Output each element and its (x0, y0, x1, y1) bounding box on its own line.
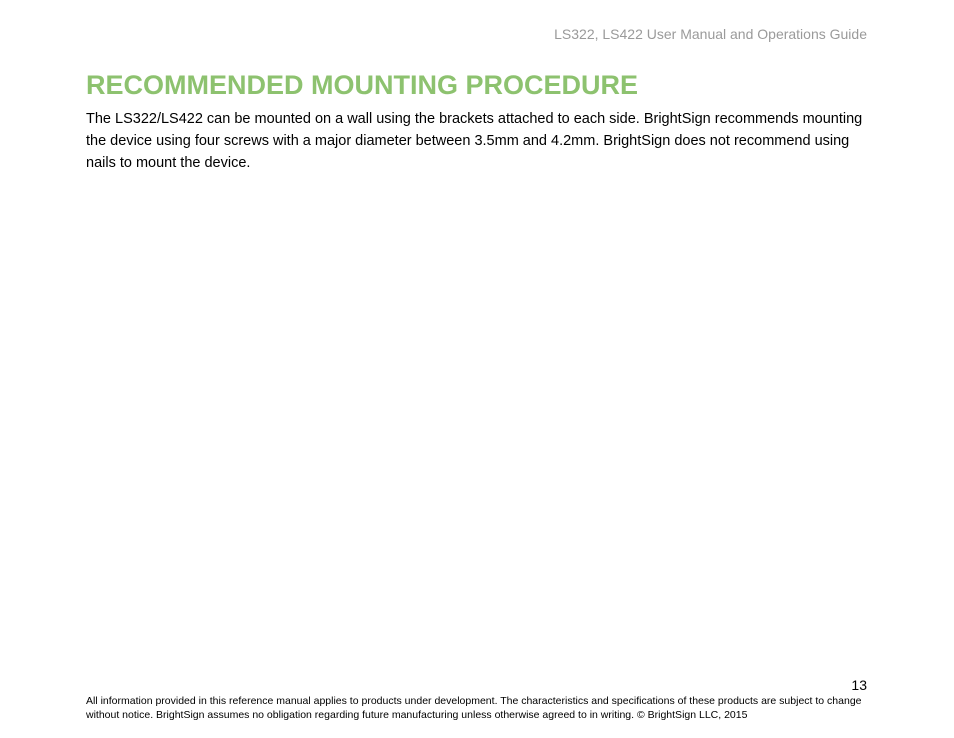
page-number: 13 (851, 677, 867, 693)
section-paragraph: The LS322/LS422 can be mounted on a wall using the brackets attached to each side. BrightSign recommends mounting the device using four screws with a major diameter between 3.5mm and 4.2mm. BrightSign does not recommend using nails to mount the device. (86, 111, 863, 171)
footer-disclaimer: All information provided in this reference manual applies to products under development. The characteristics and specifications of these products are subject to change without notice. BrightSign assumes no obligation regarding future manufacturing unless otherwise agreed to in writing. © BrightSign LLC, 2015 (86, 695, 862, 721)
section-heading: RECOMMENDED MOUNTING PROCEDURE (86, 70, 639, 100)
running-header: LS322, LS422 User Manual and Operations Guide (554, 26, 867, 42)
